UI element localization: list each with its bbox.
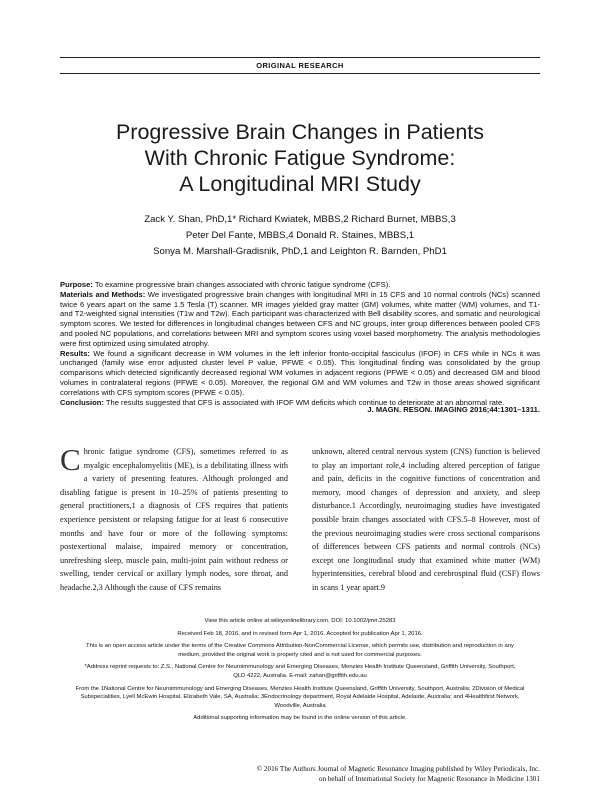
received-dates: Received Feb 18, 2016, and in revised form Apr 1, 2016. Accepted for publication Apr 1, 2016. — [177, 630, 423, 637]
body-column-right — [312, 445, 540, 595]
footnotes — [60, 617, 540, 727]
title-line-1: Progressive Brain Changes in Patients — [115, 120, 485, 144]
conclusion-label: Conclusion: — [60, 397, 104, 407]
author-list — [50, 212, 550, 260]
copyright-line-1: © 2016 The Authors Journal of Magnetic Resonance Imaging published by Wiley Periodicals, Inc. — [256, 765, 540, 773]
abstract-purpose — [60, 280, 540, 290]
copyright-line-2: on behalf of International Society for Magnetic Resonance in Medicine 1301 — [318, 774, 540, 783]
journal-citation: J. MAGN. RESON. IMAGING 2016;44:1301–1311. — [367, 405, 540, 414]
body-column-left — [60, 442, 288, 595]
results-text: We found a significant decrease in WM volumes in the left inferior fronto-occipital fasciculus (IFOF) in CFS while in NCs it was unchanged (family wise error adjusted cluster level P value, PFWE < 0.05). This longitudinal finding was consolidated by the group comparisons which detected significantly decreased regional WM volumes in adjacent regions (PFWE < 0.05) and decreased GM and blood volumes in contralateral regions (PFWE < 0.05). Moreover, the regional GM and WM volumes and T2w in those areas showed significant correlations with CFS symptom scores (PFWE < 0.05). — [60, 348, 540, 397]
methods-text: We investigated progressive brain changes with longitudinal MRI in 15 CFS and 10 normal controls (NCs) scanned twice 6 years apart on the same 1.5 Tesla (T) scanner. MR images yielded gray matter (GM) volumes, white matter (WM) volumes, and T1- and T2-weighted signal intensities (T1w and T2w). Each participant was characterized with Bell disability scores, and somatic and neurological symptom scores. We tested for differences in longitudinal changes between CFS and NC groups, inter group differences between pooled CFS and pooled NC populations, and correlations between MRI and symptom scores using voxel based morphometry. The analysis methodologies were first optimized using simulated atrophy. — [60, 289, 540, 348]
conclusion-text: The results suggested that CFS is associated with IFOF WM deficits which continue to deteriorate at an abnormal rate. — [103, 397, 505, 407]
supporting-info: Additional supporting information may be found in the online version of this article. — [193, 715, 407, 722]
authors-line-3: Sonya M. Marshall-Gradisnik, PhD,1 and Leighton R. Barnden, PhD1 — [153, 246, 447, 257]
drop-cap: C — [60, 442, 81, 477]
title-line-3: A Longitudinal MRI Study — [179, 172, 421, 196]
abstract — [60, 280, 540, 407]
article-title — [50, 119, 550, 197]
body-text-left: hronic fatigue syndrome (CFS), sometimes referred to as myalgic encephalomyelitis (ME), is a debilitating illness with a variety of presenting features. Although prolonged and disabling fatigue is present in 10–25% of patients presenting to general practitioners,1 a diagnosis of CFS requires that patients experience persistent or relapsing fatigue for at least 6 consecutive months and have four or more of the following symptoms: postexertional malaise, impaired memory or concentration, unrefreshing sleep, muscle pain, multi-joint pain without redness or swelling, tender cervical or axillary lymph nodes, sore throat, and headache.2,3 Although the cause of CFS remains — [60, 447, 288, 592]
license-note: This is an open access article under the terms of the Creative Commons Attribution-NonCommercial License, which permits use, distribution and reproduction in any medium, provided the original work is properly cited and is not used for commercial purposes. — [86, 643, 514, 658]
purpose-label: Purpose: — [60, 280, 93, 289]
copyright — [200, 765, 540, 784]
results-label: Results: — [60, 348, 90, 358]
authors-line-2: Peter Del Fante, MBBS,4 Donald R. Staines, MBBS,1 — [185, 230, 415, 241]
section-label: ORIGINAL RESEARCH — [256, 61, 344, 70]
reprint-address: *Address reprint requests to: Z.S., National Centre for Neuroimmunology and Emerging Diseases, Menzies Health Institute Queensland, Griffith University, Southport, QLD 4222, Australia. E-mail: zahan@griffith.edu.au — [84, 664, 516, 679]
online-link[interactable]: View this article online at wileyonlinelibrary.com. DOI: 10.1002/jmri.25283 — [204, 618, 396, 624]
header-rule-bottom — [60, 73, 540, 74]
abstract-results — [60, 349, 540, 398]
body-text-right: unknown, altered central nervous system (CNS) function is believed to play an important role,4 including altered perception of fatigue and pain, deficits in the cognitive functions of concentration and memory, mood changes of depression and anxiety, and sleep disturbance.1 Accordingly, neuroimaging studies have investigated possible brain changes associated with CFS.5–8 However, most of the previous neuroimaging studies were cross sectional comparisons of differences between CFS patients and normal controls (NCs) except one longitudinal study that examined white matter (WM) hyperintensities, cerebral blood and cerebrospinal fluid (CSF) flows in scans 1 year apart.9 — [312, 447, 540, 592]
affiliations: From the 1National Centre for Neuroimmunology and Emerging Diseases, Menzies Health Institute Queensland, Griffith University, Southport, Australia; 2Division of Medical Subspecialities, Lyell McEwin Hospital, Elizabeth Vale, SA, Australia; 3Endocrinology department, Royal Adelaide Hospital, Adelaide, Australia; and 4Healthfirst Network, Woodville, Australia — [75, 685, 525, 709]
header-rule-top — [60, 57, 540, 58]
title-line-2: With Chronic Fatigue Syndrome: — [144, 146, 456, 170]
authors-line-1: Zack Y. Shan, PhD,1* Richard Kwiatek, MBBS,2 Richard Burnet, MBBS,3 — [144, 214, 456, 225]
abstract-methods — [60, 290, 540, 349]
purpose-text: To examine progressive brain changes associated with chronic fatigue syndrome (CFS). — [92, 280, 391, 289]
methods-label: Materials and Methods: — [60, 289, 146, 299]
